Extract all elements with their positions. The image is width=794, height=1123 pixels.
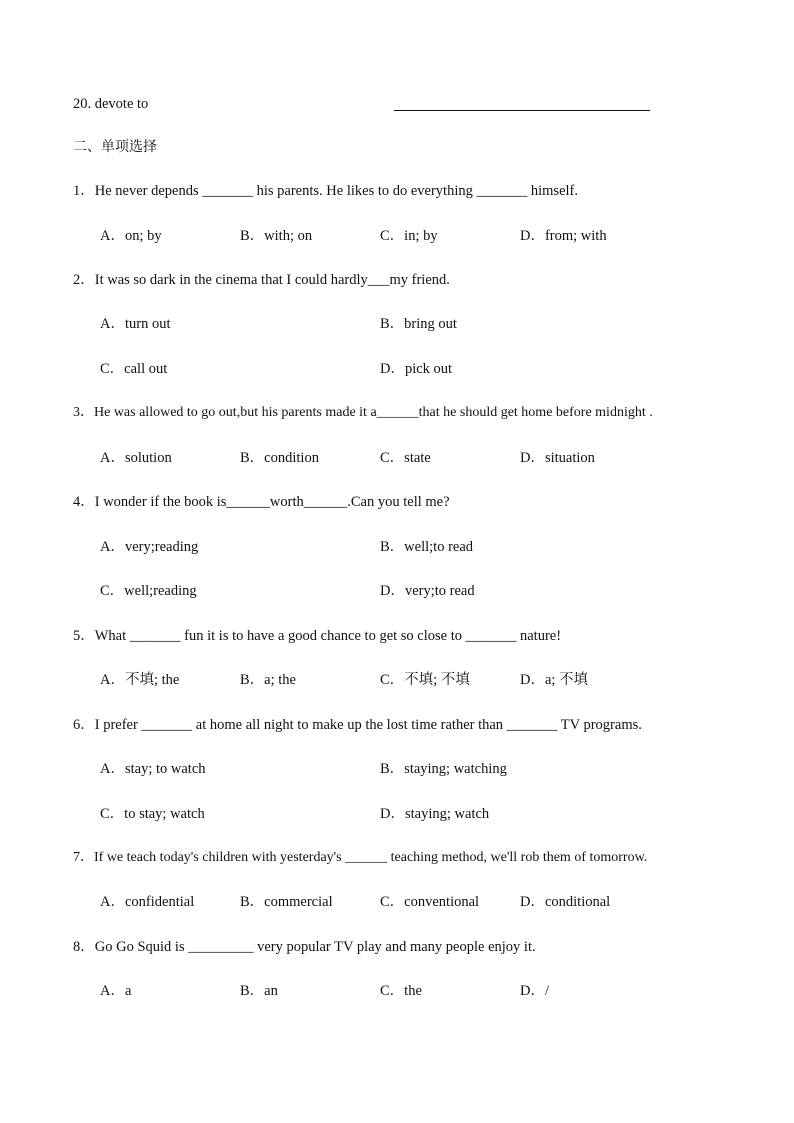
question-8-option-b[interactable]: B．an	[240, 983, 278, 999]
question-5-option-c[interactable]: C．不填; 不填	[380, 672, 470, 688]
question-2-stem: 2．It was so dark in the cinema that I could hardly___my friend.	[73, 272, 450, 288]
question-4-option-b[interactable]: B．well;to read	[380, 539, 474, 555]
vocab-item-20	[73, 95, 723, 113]
question-3-option-b[interactable]: B．condition	[240, 450, 319, 466]
question-5-option-a[interactable]: A．不填; the	[100, 672, 180, 688]
question-7-option-b[interactable]: B．commercial	[240, 894, 333, 910]
question-2-option-c[interactable]: C．call out	[100, 361, 168, 377]
question-3-stem: 3．He was allowed to go out,but his parents made it a______that he should get home before midnight .	[73, 405, 653, 420]
question-3-option-a[interactable]: A．solution	[100, 450, 172, 466]
question-1-option-a[interactable]: A．on; by	[100, 228, 162, 244]
question-8-stem: 8．Go Go Squid is _________ very popular TV play and many people enjoy it.	[73, 939, 536, 955]
question-4-stem: 4．I wonder if the book is______worth______.Can you tell me?	[73, 494, 450, 510]
question-8-option-d[interactable]: D．/	[520, 983, 549, 999]
question-7-option-a[interactable]: A．confidential	[100, 894, 195, 910]
question-6-option-b[interactable]: B．staying; watching	[380, 761, 507, 777]
question-3-option-d[interactable]: D．situation	[520, 450, 595, 466]
question-4-option-d[interactable]: D．very;to read	[380, 583, 475, 599]
question-8-option-a[interactable]: A．a	[100, 983, 132, 999]
question-7-option-c[interactable]: C．conventional	[380, 894, 480, 910]
section-title: 二、单项选择	[73, 139, 157, 155]
question-2-option-d[interactable]: D．pick out	[380, 361, 453, 377]
question-7-stem: 7．If we teach today's children with yesterday's ______ teaching method, we'll rob them of tomorrow.	[73, 850, 648, 865]
question-8-option-c[interactable]: C．the	[380, 983, 422, 999]
question-1-option-b[interactable]: B．with; on	[240, 228, 313, 244]
question-6-option-a[interactable]: A．stay; to watch	[100, 761, 206, 777]
question-2-option-b[interactable]: B．bring out	[380, 316, 457, 332]
question-1-option-d[interactable]: D．from; with	[520, 228, 607, 244]
question-4-option-c[interactable]: C．well;reading	[100, 583, 197, 599]
vocab-item-text: 20. devote to	[73, 96, 149, 112]
question-5-stem: 5．What _______ fun it is to have a good chance to get so close to _______ nature!	[73, 628, 562, 644]
answer-blank-line[interactable]	[394, 110, 650, 111]
question-6-stem: 6．I prefer _______ at home all night to make up the lost time rather than _______ TV programs.	[73, 717, 642, 733]
question-3-option-c[interactable]: C．state	[380, 450, 431, 466]
question-5-option-b[interactable]: B．a; the	[240, 672, 296, 688]
question-7-option-d[interactable]: D．conditional	[520, 894, 611, 910]
question-6-option-d[interactable]: D．staying; watch	[380, 806, 490, 822]
question-4-option-a[interactable]: A．very;reading	[100, 539, 199, 555]
question-1-option-c[interactable]: C．in; by	[380, 228, 438, 244]
question-1-stem: 1．He never depends _______ his parents. He likes to do everything _______ himself.	[73, 183, 578, 199]
question-2-option-a[interactable]: A．turn out	[100, 316, 171, 332]
question-5-option-d[interactable]: D．a; 不填	[520, 672, 589, 688]
question-6-option-c[interactable]: C．to stay; watch	[100, 806, 205, 822]
